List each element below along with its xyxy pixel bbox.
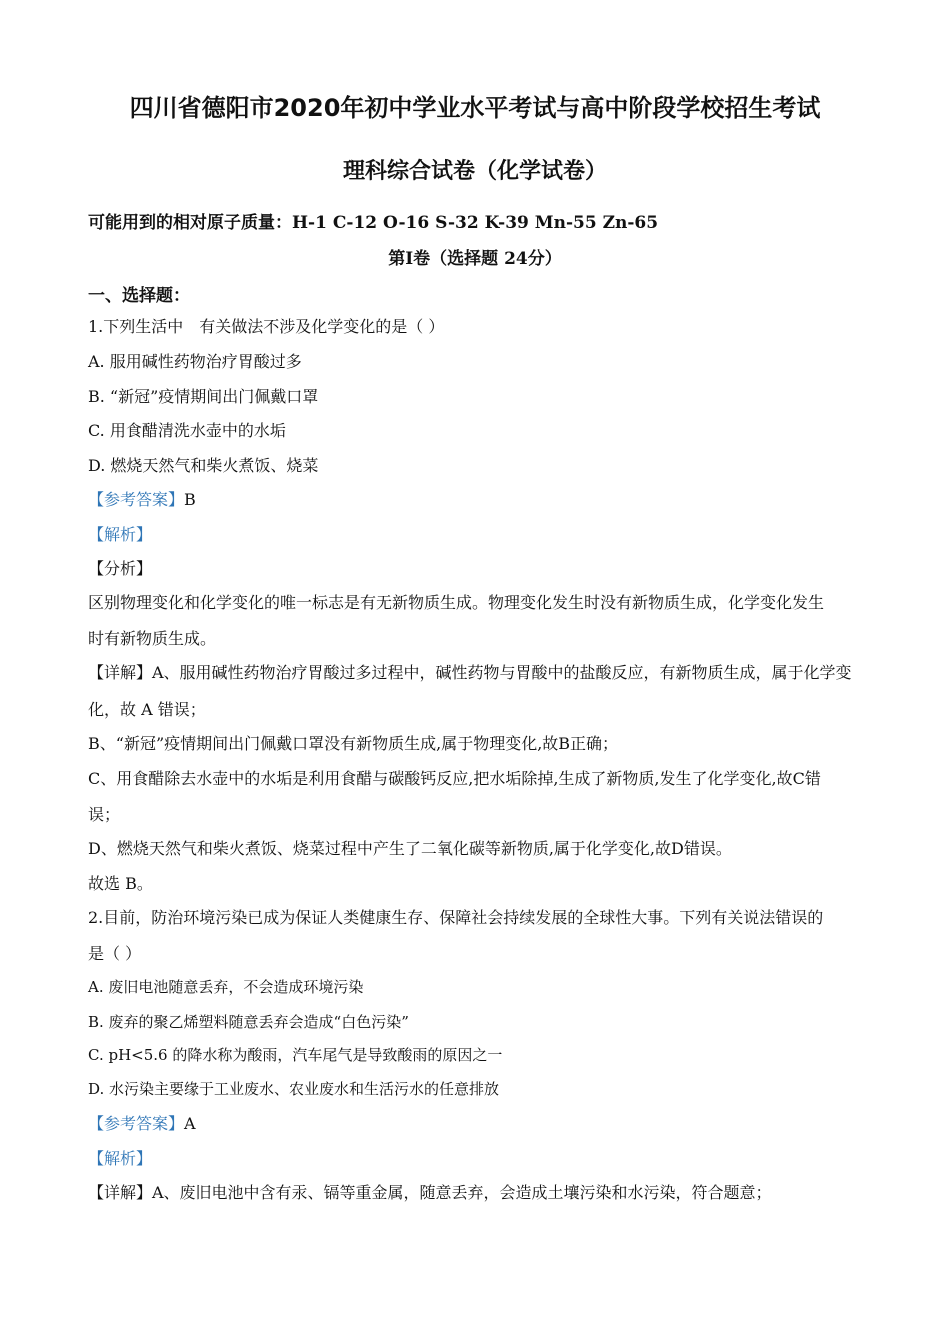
section-title: 第Ⅰ卷（选择题 24分） bbox=[388, 249, 562, 269]
question-2-stem-line-1: 2.目前，防治环境污染已成为保证人类健康生存、保障社会持续发展的全球性大事。下列有关说法错误的 bbox=[88, 908, 824, 927]
question-1-option-c: C. 用食醋清洗水壶中的水垢 bbox=[88, 421, 286, 440]
answer-tag: 【参考答案】 bbox=[88, 490, 185, 509]
answer-value: A bbox=[184, 1114, 196, 1133]
question-1-detail-line-3: B、“新冠”疫情期间出门佩戴口罩没有新物质生成,属于物理变化,故B正确； bbox=[88, 734, 619, 753]
question-1-fenxi-tag: 【分析】 bbox=[88, 559, 153, 578]
question-1-detail-line-1: 【详解】A、服用碱性药物治疗胃酸过多过程中，碱性药物与胃酸中的盐酸反应，有新物质生成，属于化学变 bbox=[88, 663, 852, 682]
question-1-fenxi-line-2: 时有新物质生成。 bbox=[88, 629, 217, 648]
answer-tag: 【参考答案】 bbox=[88, 1114, 185, 1133]
question-1-detail-line-4: C、用食醋除去水壶中的水垢是利用食醋与碳酸钙反应,把水垢除掉,生成了新物质,发生了化学变化,故C错 bbox=[88, 769, 821, 788]
question-2-option-c: C. pH<5.6 的降水称为酸雨，汽车尾气是导致酸雨的原因之一 bbox=[88, 1046, 503, 1064]
atomic-masses: 可能用到的相对原子质量：H-1 C-12 O-16 S-32 K-39 Mn-55 Zn-65 bbox=[88, 213, 659, 233]
document-subtitle: 理科综合试卷（化学试卷） bbox=[342, 159, 607, 184]
question-2-stem-line-2: 是（ ） bbox=[88, 944, 142, 963]
question-1-option-b: B. “新冠”疫情期间出门佩戴口罩 bbox=[88, 387, 319, 406]
question-1-answer bbox=[88, 487, 196, 510]
question-2-detail-line: 【详解】A、废旧电池中含有汞、镉等重金属，随意丢弃，会造成土壤污染和水污染，符合题意； bbox=[88, 1183, 772, 1202]
question-2-option-b: B. 废弃的聚乙烯塑料随意丢弃会造成“白色污染” bbox=[88, 1013, 409, 1031]
question-1-fenxi-line-1: 区别物理变化和化学变化的唯一标志是有无新物质生成。物理变化发生时没有新物质生成，化学变化发生 bbox=[88, 593, 825, 612]
question-1-detail-line-7: 故选 B。 bbox=[88, 874, 153, 893]
question-1-detail-line-2: 化，故 A 错误； bbox=[88, 700, 206, 719]
answer-value: B bbox=[184, 490, 196, 509]
part-heading: 一、选择题： bbox=[88, 286, 190, 306]
question-2-option-a: A. 废旧电池随意丢弃，不会造成环境污染 bbox=[88, 978, 364, 996]
question-1-option-d: D. 燃烧天然气和柴火煮饭、烧菜 bbox=[88, 456, 319, 475]
document-title: 四川省德阳市2020年初中学业水平考试与高中阶段学校招生考试 bbox=[129, 94, 821, 122]
question-1-analysis-tag: 【解析】 bbox=[88, 525, 153, 544]
question-1-option-a: A. 服用碱性药物治疗胃酸过多 bbox=[88, 352, 302, 371]
question-1-stem: 1.下列生活中 有关做法不涉及化学变化的是（ ） bbox=[88, 317, 445, 336]
question-2-option-d: D. 水污染主要缘于工业废水、农业废水和生活污水的任意排放 bbox=[88, 1080, 500, 1098]
question-1-detail-line-6: D、燃烧天然气和柴火煮饭、烧菜过程中产生了二氧化碳等新物质,属于化学变化,故D错误。 bbox=[88, 839, 732, 858]
question-2-analysis-tag: 【解析】 bbox=[88, 1149, 153, 1168]
question-2-answer bbox=[88, 1111, 196, 1134]
question-1-detail-line-5: 误； bbox=[88, 805, 121, 824]
